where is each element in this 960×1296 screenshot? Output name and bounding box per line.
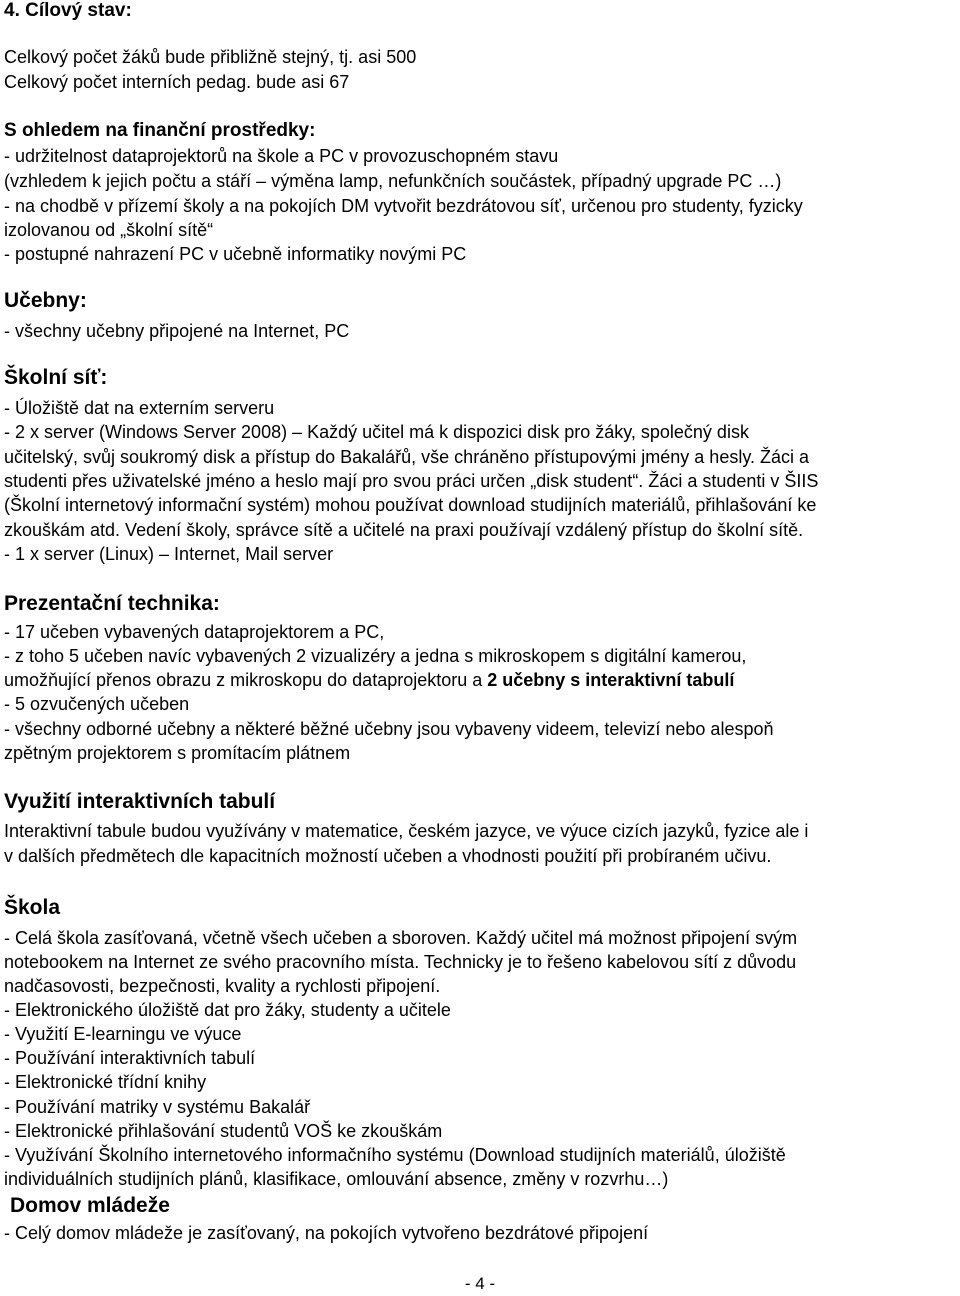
heading-financni-prostredky: S ohledem na finanční prostředky: — [4, 120, 316, 141]
text-line: učitelský, svůj soukromý disk a přístup do Bakalářů, vše chráněno přístupovými jmény a hesly. Žáci a — [4, 447, 810, 467]
text-line: - všechny odborné učebny a některé běžné učebny jsou vybaveny videem, televizí nebo alespoň — [4, 719, 774, 739]
text-line: - Využití E-learningu ve výuce — [4, 1024, 242, 1044]
heading-domov-mladeze: Domov mládeže — [10, 1194, 170, 1217]
heading-skola: Škola — [4, 896, 61, 919]
text-line: - všechny učebny připojené na Internet, PC — [4, 321, 350, 341]
text-line: - Celý domov mládeže je zasíťovaný, na pokojích vytvořeno bezdrátové připojení — [4, 1223, 649, 1243]
text-line: Celkový počet žáků bude přibližně stejný, tj. asi 500 — [4, 47, 417, 67]
text-line: (vzhledem k jejich počtu a stáří – výměna lamp, nefunkčních součástek, případný upgrade PC …) — [4, 171, 782, 191]
text-line: - Elektronické třídní knihy — [4, 1072, 207, 1092]
heading-prezentacni-technika: Prezentační technika: — [4, 592, 220, 615]
page-number: - 4 - — [464, 1274, 496, 1293]
text-line: - Elektronického úložiště dat pro žáky, studenty a učitele — [4, 1000, 451, 1020]
heading-cilovy-stav: 4. Cílový stav: — [4, 0, 132, 21]
text-line — [4, 669, 734, 691]
text-line: Celkový počet interních pedag. bude asi 67 — [4, 72, 350, 92]
text-line: studenti přes uživatelské jméno a heslo mají pro svou práci určen „disk student“. Žáci a studenti v ŠIIS — [4, 471, 819, 491]
text-line: - 17 učeben vybavených dataprojektorem a PC, — [4, 622, 385, 642]
text-line: - na chodbě v přízemí školy a na pokojích DM vytvořit bezdrátovou síť, určenou pro studenty, fyzicky — [4, 196, 803, 216]
text-bold: 2 učebny s interaktivní tabulí — [487, 670, 735, 690]
text-line: - postupné nahrazení PC v učebně informatiky novými PC — [4, 244, 467, 264]
text-line: (Školní internetový informační systém) mohou používat download studijních materiálů, přihlašování ke — [4, 495, 817, 515]
text-line: - Celá škola zasíťovaná, včetně všech učeben a sboroven. Každý učitel má možnost připojení svým — [4, 928, 798, 948]
text-line: - 2 x server (Windows Server 2008) – Každý učitel má k dispozici disk pro žáky, společný disk — [4, 422, 749, 442]
text-line: - 1 x server (Linux) – Internet, Mail server — [4, 544, 334, 564]
text-line: - Používání matriky v systému Bakalář — [4, 1097, 311, 1117]
text-line: zkouškám atd. Vedení školy, správce sítě a učitelé na praxi používají vzdálený přístup do školní sítě. — [4, 520, 804, 540]
heading-skolni-sit: Školní síť: — [4, 366, 108, 389]
text-line: Interaktivní tabule budou využívány v matematice, českém jazyce, ve výuce cizích jazyků, fyzice ale i — [4, 821, 809, 841]
text-normal: umožňující přenos obrazu z mikroskopu do dataprojektoru a — [4, 670, 488, 690]
text-line: - Využívání Školního internetového informačního systému (Download studijních materiálů, úložiště — [4, 1145, 786, 1165]
text-line: nadčasovosti, bezpečnosti, kvality a rychlosti připojení. — [4, 976, 441, 996]
text-line: - Elektronické přihlašování studentů VOŠ ke zkouškám — [4, 1121, 443, 1141]
text-line: individuálních studijních plánů, klasifikace, omlouvání absence, změny v rozvrhu…) — [4, 1169, 669, 1189]
heading-vyuziti-tabuli: Využití interaktivních tabulí — [4, 790, 276, 813]
text-line: izolovanou od „školní sítě“ — [4, 220, 214, 240]
text-line: v dalších předmětech dle kapacitních možností učeben a vhodnosti použití při probíraném učivu. — [4, 846, 772, 866]
text-line: - 5 ozvučených učeben — [4, 694, 190, 714]
text-line: - Používání interaktivních tabulí — [4, 1048, 256, 1068]
text-line: - z toho 5 učeben navíc vybavených 2 vizualizéry a jedna s mikroskopem s digitální kamerou, — [4, 646, 747, 666]
text-line: - Úložiště dat na externím serveru — [4, 398, 275, 418]
text-line: - udržitelnost dataprojektorů na škole a PC v provozuschopném stavu — [4, 146, 559, 166]
heading-ucebny: Učebny: — [4, 289, 87, 312]
text-line: notebookem na Internet ze svého pracovního místa. Technicky je to řešeno kabelovou sítí z důvodu — [4, 952, 797, 972]
text-line: zpětným projektorem s promítacím plátnem — [4, 743, 351, 763]
